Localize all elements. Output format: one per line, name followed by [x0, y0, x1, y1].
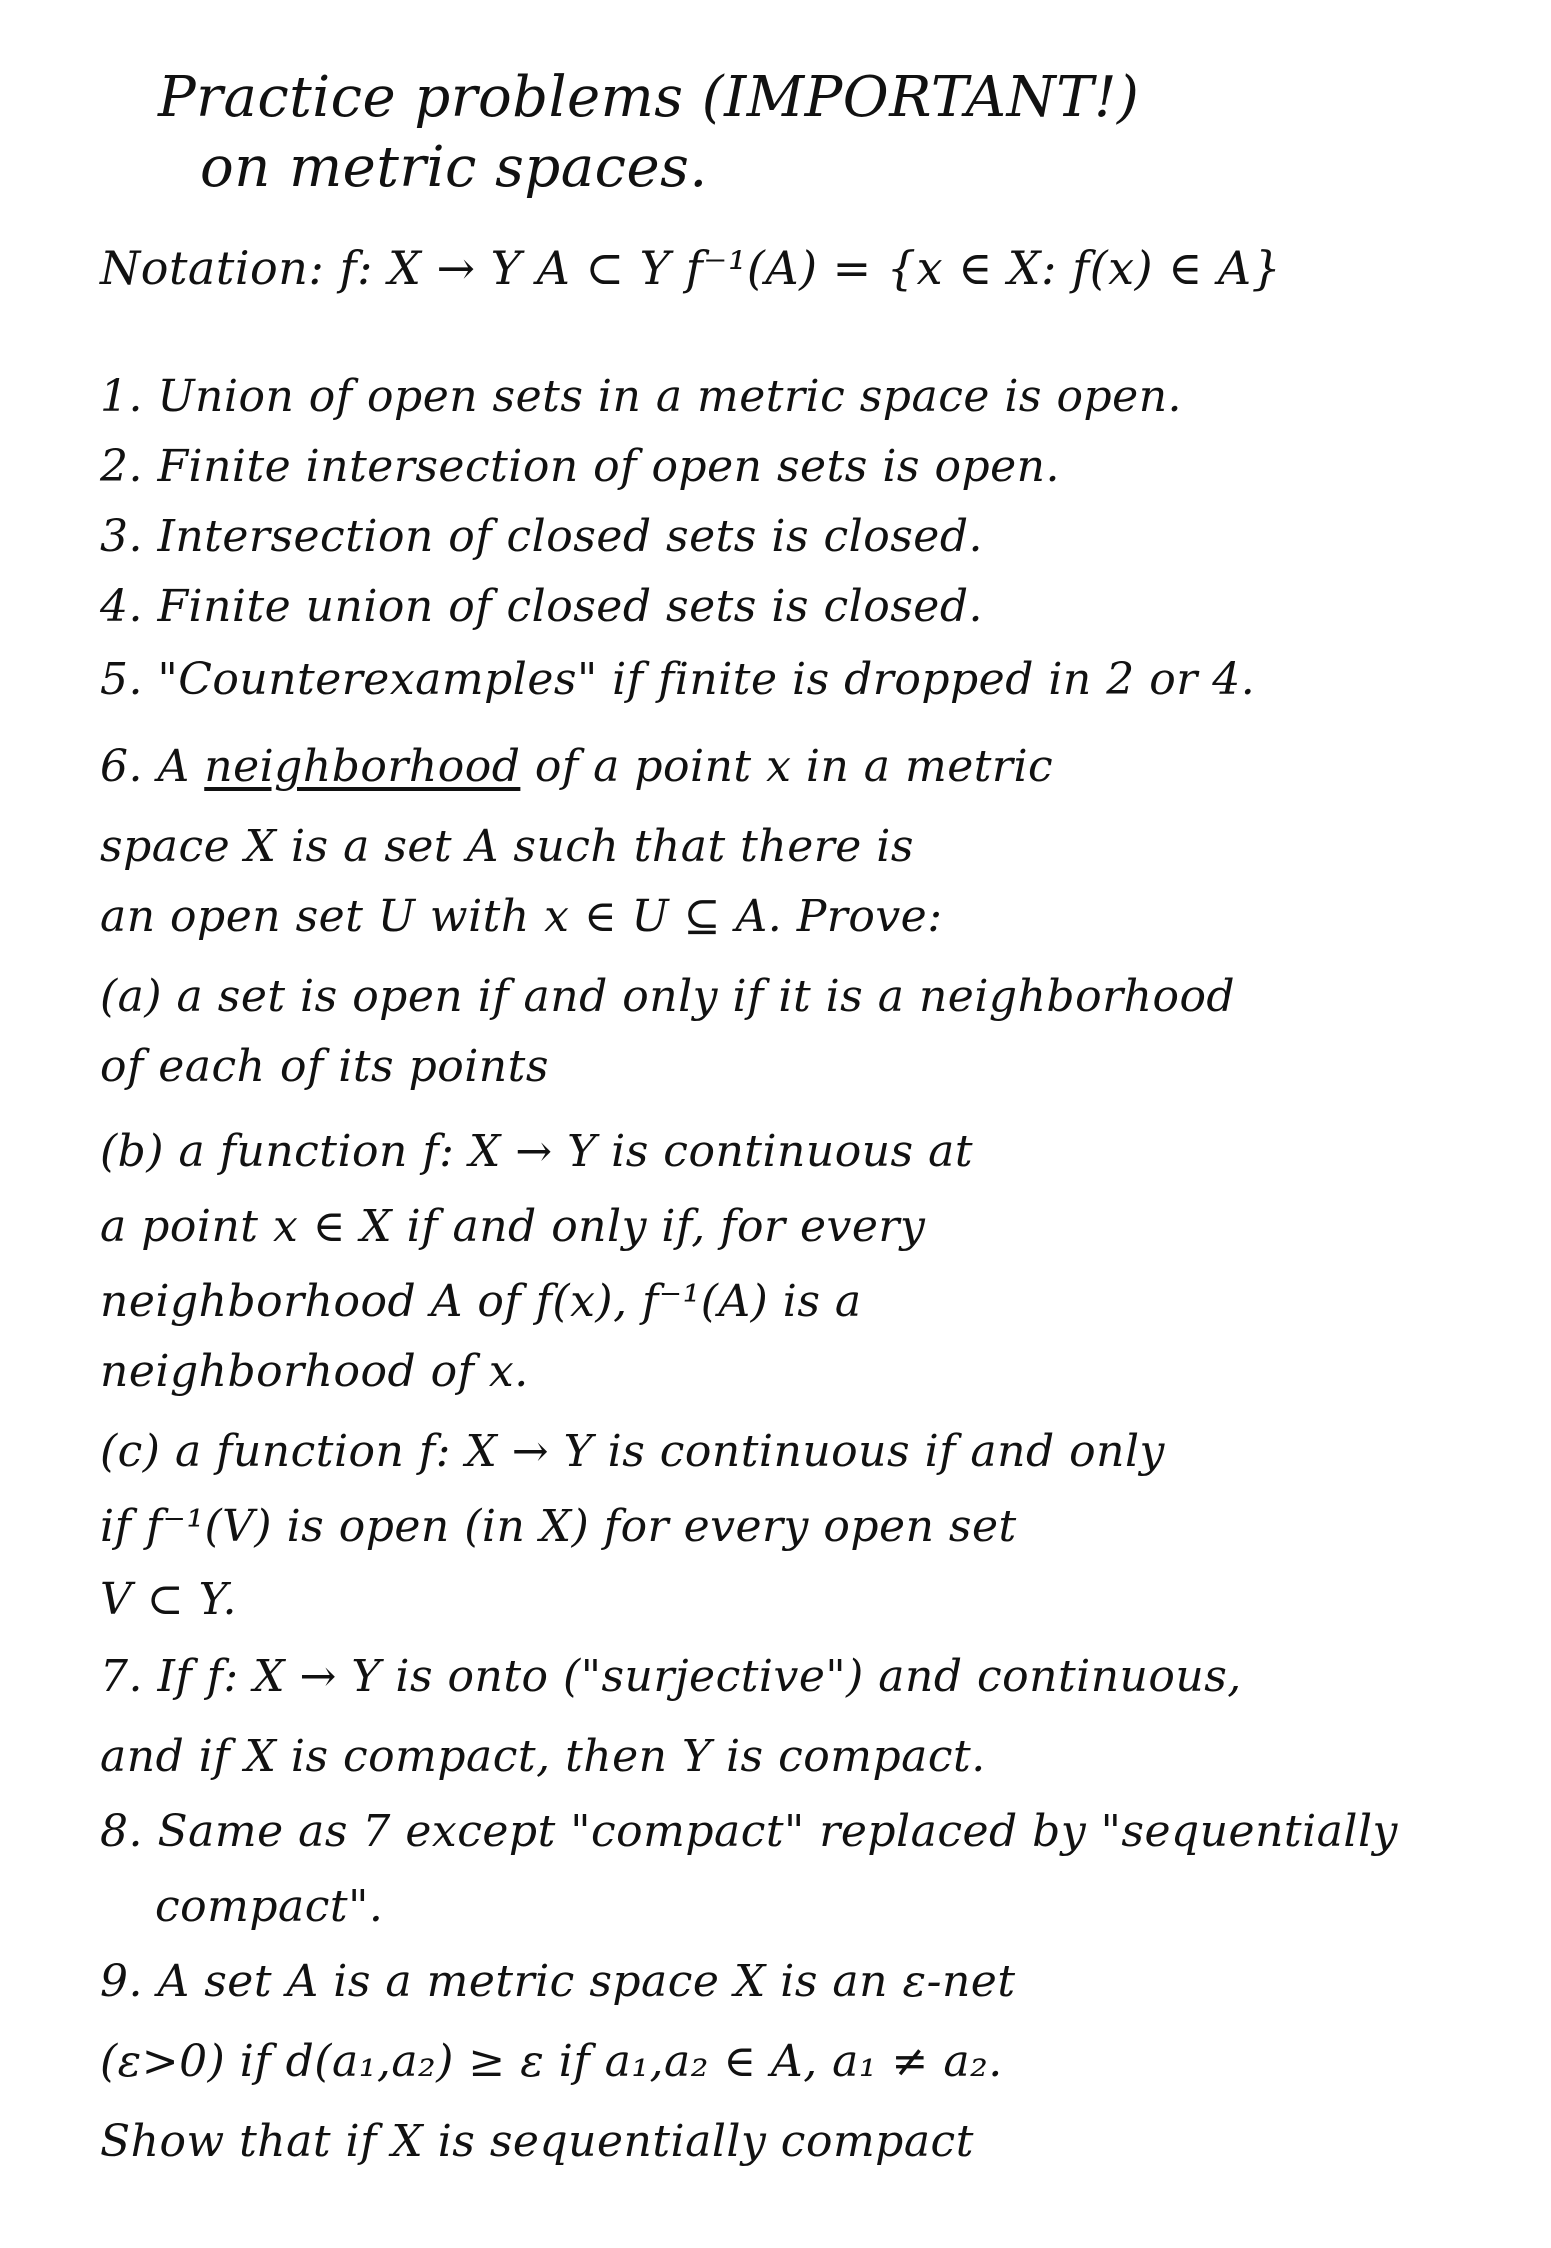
problem-6b-line-4: neighborhood of x.	[100, 1346, 529, 1397]
problem-6b-line-2: a point x ∈ X if and only if, for every	[100, 1201, 926, 1252]
problem-6c-line-2: if f⁻¹(V) is open (in X) for every open set	[100, 1501, 1017, 1552]
problem-6c-line-1: (c) a function f: X → Y is continuous if and only	[100, 1426, 1165, 1477]
problem-4: 4. Finite union of closed sets is closed.	[100, 581, 983, 632]
neighborhood-term: neighborhood	[204, 741, 521, 792]
problem-6-line-1	[100, 741, 1054, 792]
page-title: Practice problems (IMPORTANT!)	[158, 65, 1140, 130]
problem-1: 1. Union of open sets in a metric space is open.	[100, 371, 1183, 422]
problem-2: 2. Finite intersection of open sets is open.	[100, 441, 1060, 492]
problem-6a-line-1: (a) a set is open if and only if it is a neighborhood	[100, 971, 1236, 1022]
problem-5: 5. "Counterexamples" if finite is dropped in 2 or 4.	[100, 654, 1256, 705]
problem-9-line-1: 9. A set A is a metric space X is an ε-net	[100, 1956, 1016, 2007]
problem-9-line-3: Show that if X is sequentially compact	[100, 2116, 974, 2167]
problem-7-line-1: 7. If f: X → Y is onto ("surjective") and continuous,	[100, 1651, 1242, 1702]
problem-7-line-2: and if X is compact, then Y is compact.	[100, 1731, 986, 1782]
problem-6-lead: 6. A	[100, 741, 205, 792]
problem-8-line-1: 8. Same as 7 except "compact" replaced by "sequentially	[100, 1806, 1398, 1857]
problem-8-line-2: compact".	[155, 1881, 384, 1932]
notation-line: Notation: f: X → Y A ⊂ Y f⁻¹(A) = {x ∈ X: f(x) ∈ A}	[100, 241, 1282, 295]
problem-6a-line-2: of each of its points	[100, 1041, 549, 1092]
problem-6b-line-1: (b) a function f: X → Y is continuous at	[100, 1126, 974, 1177]
problem-6-line-3: an open set U with x ∈ U ⊆ A. Prove:	[100, 891, 943, 942]
problem-6-rest: of a point x in a metric	[520, 741, 1054, 792]
page-subtitle: on metric spaces.	[200, 135, 708, 200]
problem-6-line-2: space X is a set A such that there is	[100, 821, 914, 872]
problem-3: 3. Intersection of closed sets is closed.	[100, 511, 983, 562]
problem-9-line-2: (ε>0) if d(a₁,a₂) ≥ ε if a₁,a₂ ∈ A, a₁ ≠ a₂.	[100, 2036, 1003, 2087]
problem-6c-line-3: V ⊂ Y.	[100, 1574, 237, 1625]
problem-6b-line-3: neighborhood A of f(x), f⁻¹(A) is a	[100, 1276, 862, 1327]
